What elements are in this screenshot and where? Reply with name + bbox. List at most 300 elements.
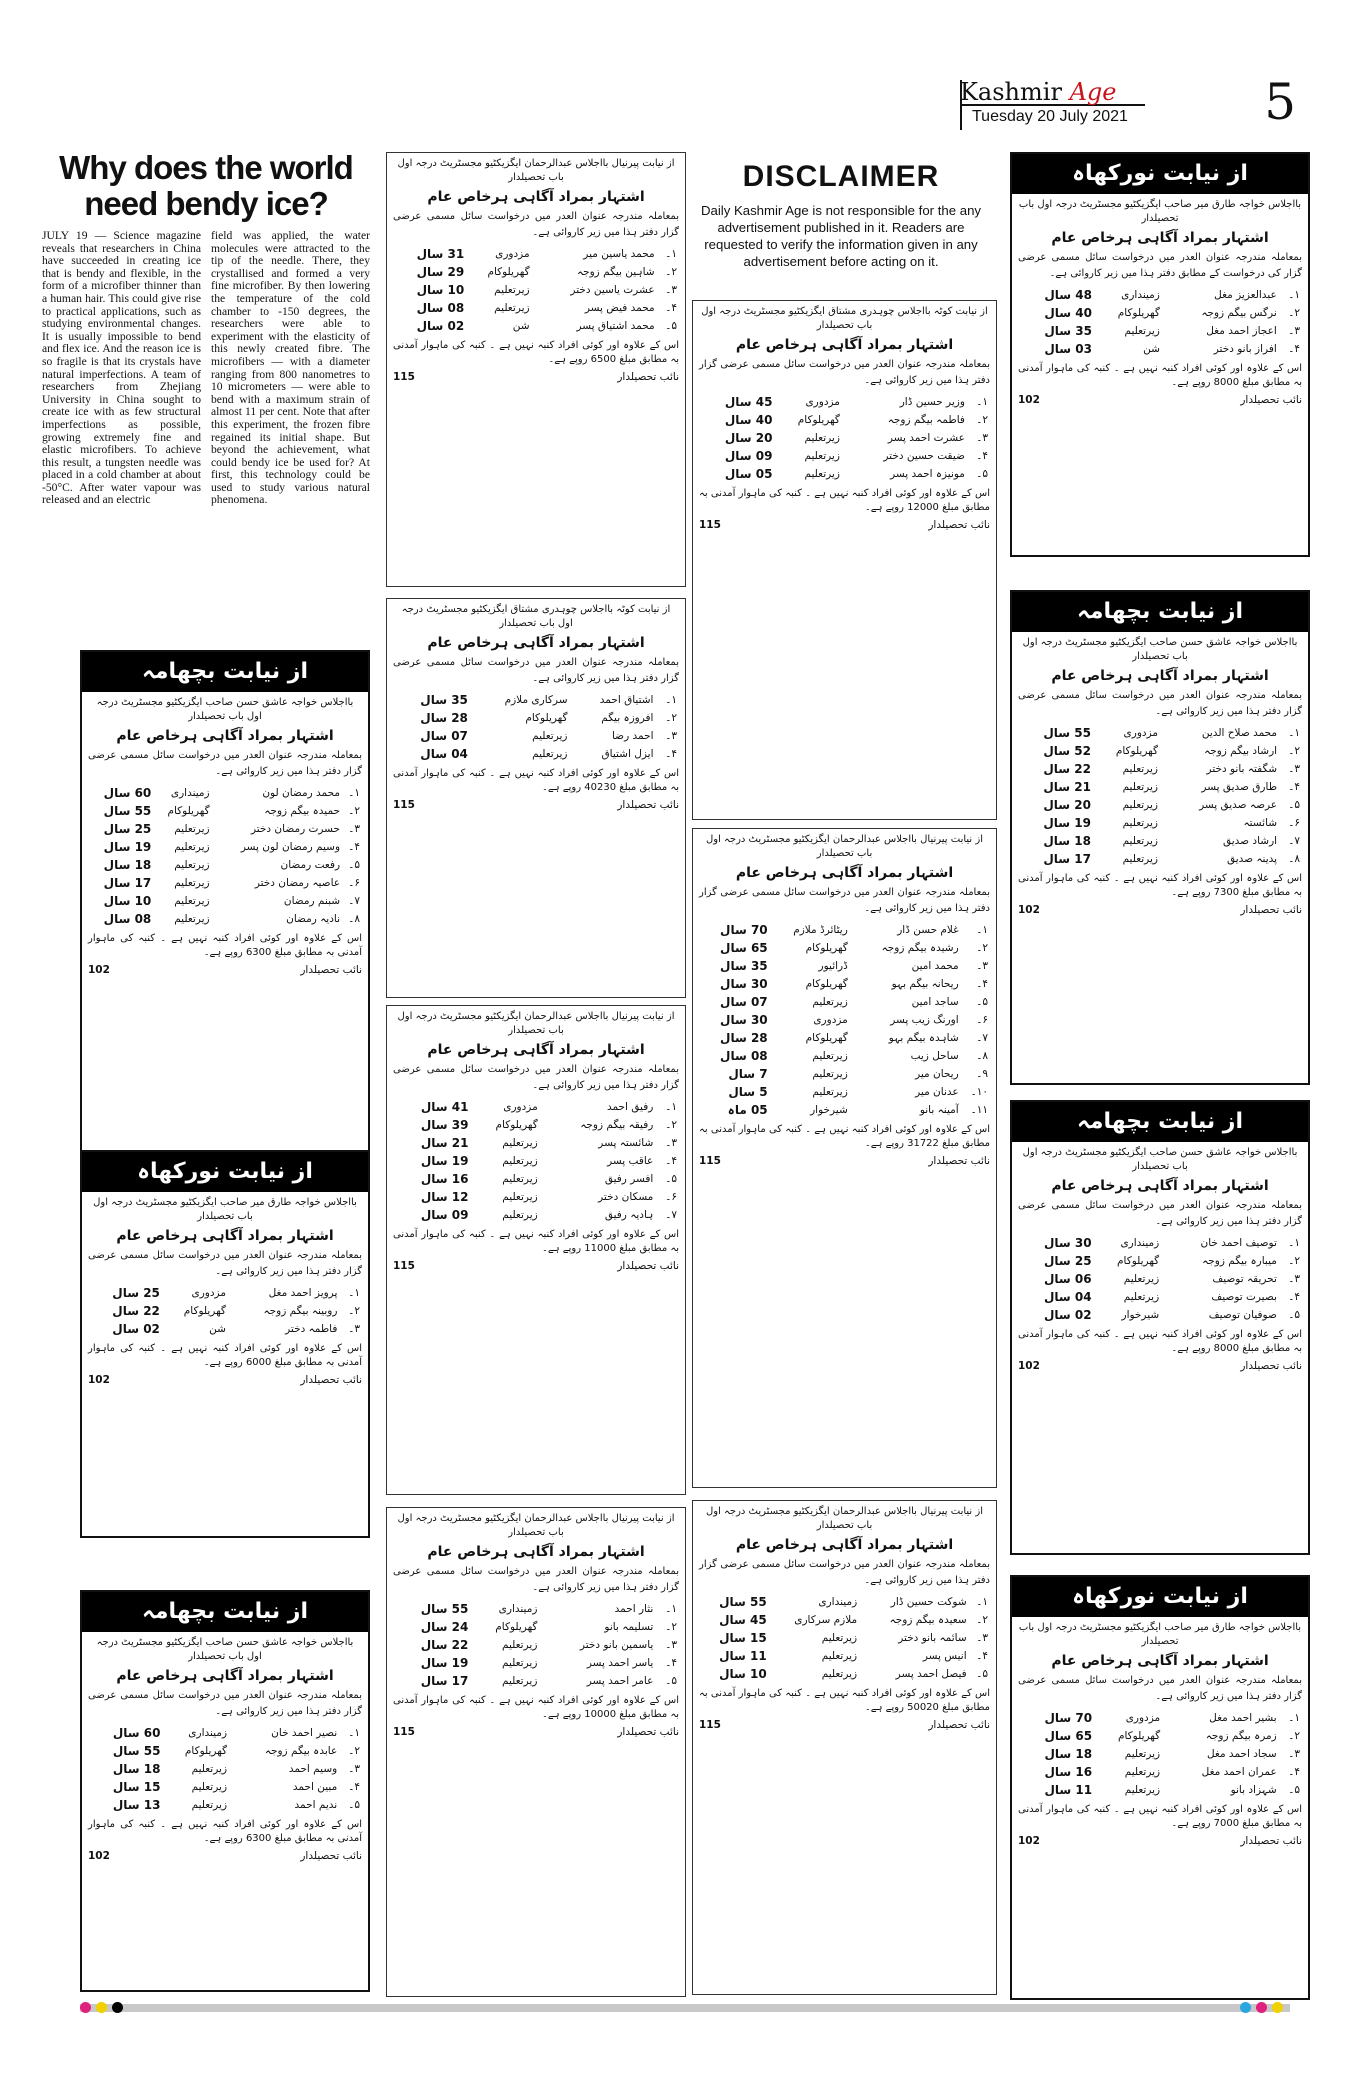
notice-n3 (1010, 1100, 1310, 1555)
table-row (88, 1302, 362, 1320)
notice-body: بمعاملہ مندرجہ عنوان العدر میں درخواست سائل مسمی عرضی گزار دفتر ہذا میں زیر کاروائی ہے۔ (1018, 690, 1302, 717)
table-cell: 09 سال (420, 1208, 469, 1222)
notice-body: بمعاملہ مندرجہ عنوان العدر میں درخواست سائل مسمی عرضی گزار دفتر ہذا میں زیر کاروائی ہے۔ (1018, 1675, 1302, 1702)
table-cell: 15 سال (719, 1631, 767, 1645)
table-cell: 17 سال (420, 1674, 469, 1688)
table-cell: 04 سال (420, 747, 468, 761)
table-cell: 30 سال (720, 977, 768, 991)
table-cell: زیرتعلیم (804, 432, 840, 444)
table-cell: 07 سال (720, 995, 768, 1009)
table-row (393, 1654, 679, 1672)
table-cell: شوکت حسین ڈار (890, 1596, 967, 1608)
table-cell: محمد یاسین میر (583, 248, 655, 260)
table-cell: 35 سال (420, 693, 468, 707)
disclaimer-title: DISCLAIMER (742, 160, 940, 193)
table-cell: 24 سال (420, 1620, 469, 1634)
table-cell: رشیدہ بیگم زوجہ (881, 942, 959, 954)
table-cell: گھریلوکام (487, 266, 530, 278)
notice-number: 102 (88, 1850, 110, 1862)
table-row (393, 709, 679, 727)
notice-n10 (386, 1005, 686, 1495)
notice-subtitle: اشتہار بمراد آگاہی ہرخاص عام (427, 1042, 645, 1058)
table-cell: سائمہ بانو دختر (898, 1632, 967, 1644)
table-cell: عشرت یاسین دختر (570, 284, 655, 296)
table-row (1018, 778, 1302, 796)
table-cell: گھریلوکام (805, 978, 848, 990)
table-cell: ۶۔ (665, 1191, 677, 1203)
registration-dot (1256, 2002, 1267, 2013)
table-row (88, 1742, 362, 1760)
family-table (1018, 724, 1302, 868)
table-cell: مزدوری (1125, 1712, 1161, 1724)
table-cell: افسر رفیق (604, 1173, 654, 1185)
table-cell: ۵۔ (348, 1799, 360, 1811)
table-cell: زمینداری (170, 787, 210, 799)
notice-footer: اس کے علاوہ اور کوئی افراد کنبہ نہیں ہے ۔ کنبہ کی ماہوار آمدنی بہ مطابق مبلغ 11000 روپے ہے۔ (393, 1229, 679, 1254)
table-row (1018, 1252, 1302, 1270)
table-cell: شائستہ (1243, 817, 1278, 829)
table-cell: محمد اشتیاق پسر (576, 320, 655, 332)
table-row (88, 910, 362, 928)
table-cell: غلام حسن ڈار (897, 924, 959, 936)
notice-number: 102 (1018, 904, 1040, 916)
table-cell: احمد رضا (611, 730, 654, 742)
table-cell: 22 سال (1043, 762, 1091, 776)
table-cell: تسلیمہ بانو (604, 1621, 654, 1633)
table-cell: زیرتعلیم (174, 823, 210, 835)
table-cell: ۱۱۔ (970, 1104, 988, 1116)
table-cell: عدنان میر (915, 1086, 959, 1098)
table-cell: گھریلوکام (1117, 1730, 1161, 1742)
notice-signatory: نائب تحصیلدار (300, 1850, 362, 1862)
table-cell: ۱۔ (1288, 1237, 1300, 1249)
table-cell: ۴۔ (1288, 781, 1300, 793)
notice-body: بمعاملہ مندرجہ عنوان العدر میں درخواست سائل مسمی عرضی گزار دفتر ہذا میں زیر کاروائی ہے۔ (699, 1559, 990, 1586)
notice-number: 102 (1018, 394, 1040, 406)
table-cell: 52 سال (1043, 744, 1091, 758)
table-row (1018, 1781, 1302, 1799)
table-cell: زیرتعلیم (191, 1763, 228, 1775)
table-row (393, 745, 679, 763)
family-table (88, 1724, 362, 1814)
notice-footer: اس کے علاوہ اور کوئی افراد کنبہ نہیں ہے ۔ کنبہ کی ماہوار آمدنی بہ مطابق مبلغ 7000 روپے ہے۔ (1018, 1804, 1302, 1829)
table-cell: زیرتعلیم (1124, 1784, 1161, 1796)
notice-footer: اس کے علاوہ اور کوئی افراد کنبہ نہیں ہے ۔ کنبہ کی ماہوار آمدنی بہ مطابق مبلغ 6300 روپے ہے۔ (88, 1819, 362, 1844)
table-cell: 17 سال (1043, 852, 1091, 866)
table-row (699, 393, 990, 411)
table-cell: ۵۔ (976, 1668, 988, 1680)
table-cell: رفعت رمضان (280, 859, 341, 871)
table-cell: 55 سال (112, 1744, 161, 1758)
table-cell: ہادیہ رفیق (604, 1209, 654, 1221)
table-cell: 25 سال (112, 1286, 160, 1300)
table-cell: اورنگ زیب پسر (890, 1014, 959, 1026)
table-cell: ۲۔ (665, 712, 677, 724)
table-cell: ۳۔ (348, 1763, 360, 1775)
table-cell: عامر احمد پسر (586, 1675, 654, 1687)
notice-subtitle: اشتہار بمراد آگاہی ہرخاص عام (735, 865, 954, 881)
table-cell: ۳۔ (1288, 763, 1300, 775)
table-cell: ۴۔ (1288, 1291, 1300, 1303)
table-cell: 45 سال (724, 395, 773, 409)
notice-n9 (386, 598, 686, 998)
notice-signatory: نائب تحصیلدار (1240, 1835, 1302, 1847)
table-cell: زمینداری (498, 1603, 538, 1615)
notice-intro: بااجلاس خواجہ عاشق حسن صاحب ایگزیکٹیو مجسٹریٹ درجہ اول باب تحصیلدار (96, 1637, 354, 1662)
notice-footer: اس کے علاوہ اور کوئی افراد کنبہ نہیں ہے ۔ کنبہ کی ماہوار آمدنی بہ مطابق مبلغ 31722 روپے ہے۔ (699, 1124, 990, 1149)
table-cell: 25 سال (103, 822, 152, 836)
table-row (393, 1206, 679, 1224)
article-title: Why does the world need bendy ice? (59, 149, 353, 222)
table-row (393, 1618, 679, 1636)
notice-body: بمعاملہ مندرجہ عنوان العدر میں درخواست سائل مسمی عرضی گزار دفتر ہذا میں زیر کاروائی ہے۔ (393, 1566, 679, 1593)
notice-n4 (1010, 1575, 1310, 2000)
table-cell: 18 سال (103, 858, 152, 872)
notice-signatory: نائب تحصیلدار (1240, 394, 1302, 406)
table-cell: ۱۔ (1288, 1712, 1300, 1724)
table-row (1018, 1745, 1302, 1763)
notice-body: بمعاملہ مندرجہ عنوان العدر میں درخواست سائل مسمی عرضی گزار دفتر ہذا میں زیر کاروائی ہے۔ (88, 1250, 362, 1277)
notice-signatory: نائب تحصیلدار (300, 964, 362, 976)
notice-body: بمعاملہ مندرجہ عنوان العدر میں درخواست سائل مسمی عرضی گزار دفتر ہذا میں زیر کاروائی ہے۔ (88, 1690, 362, 1717)
table-row (1018, 1234, 1302, 1252)
table-cell: ۷۔ (1288, 835, 1300, 847)
table-row (1018, 760, 1302, 778)
notice-intro: بااجلاس خواجہ طارق میر صاحب ایگزیکٹیو مجسٹریٹ درجہ اول باب تحصیلدار (93, 1197, 357, 1222)
table-cell: ۴۔ (976, 1650, 988, 1662)
table-cell: 30 سال (720, 1013, 768, 1027)
table-cell: ۱۔ (976, 396, 988, 408)
notice-signatory: نائب تحصیلدار (617, 371, 679, 383)
table-cell: زیرتعلیم (1123, 1273, 1160, 1285)
table-cell: نصیر احمد خان (271, 1727, 338, 1739)
registration-dot (80, 2002, 91, 2013)
table-row (393, 1116, 679, 1134)
family-table (699, 393, 990, 483)
family-table (393, 1600, 679, 1690)
table-cell: شن (1143, 343, 1160, 355)
table-cell: رفیق احمد (606, 1101, 654, 1113)
table-cell: 04 سال (1044, 1290, 1092, 1304)
table-row (1018, 340, 1302, 358)
table-cell: 22 سال (420, 1638, 469, 1652)
table-cell: ۱۰۔ (970, 1086, 988, 1098)
table-cell: مزدوری (191, 1287, 226, 1299)
table-row (88, 856, 362, 874)
notice-subtitle: اشتہار بمراد آگاہی ہرخاص عام (116, 1668, 334, 1684)
notice-intro: از نیابت پیرنیال بااجلاس عبدالرحمان ایگزیکٹیو مجسٹریٹ درجہ اول باب تحصیلدار (397, 1011, 675, 1036)
table-cell: گھریلوکام (805, 942, 848, 954)
table-cell: ۴۔ (1288, 1766, 1300, 1778)
notice-signatory: نائب تحصیلدار (1240, 904, 1302, 916)
table-cell: وسیم رمضان لون پسر (240, 841, 341, 853)
table-cell: مسکان دختر (598, 1191, 654, 1203)
table-cell: روبینہ بیگم زوجہ (263, 1305, 338, 1317)
article-bendy-ice (42, 150, 370, 507)
table-cell: ۹۔ (976, 1068, 988, 1080)
notice-signatory: نائب تحصیلدار (928, 1719, 990, 1731)
table-cell: 28 سال (720, 1031, 768, 1045)
notice-signatory: نائب تحصیلدار (617, 1726, 679, 1738)
table-cell: ۳۔ (1288, 325, 1300, 337)
notice-intro: از نیابت پیرنیال بااجلاس عبدالرحمان ایگزیکٹیو مجسٹریٹ درجہ اول باب تحصیلدار (706, 1506, 983, 1531)
table-cell: طارق صدیق پسر (1201, 781, 1278, 793)
family-table (699, 921, 990, 1119)
table-cell: عاصیہ رمضان دختر (254, 877, 341, 889)
family-table (1018, 286, 1302, 358)
table-cell: سرکاری ملازم (504, 694, 568, 706)
table-cell: ندیم احمد (294, 1799, 338, 1811)
table-cell: شن (512, 320, 530, 332)
table-cell: ۳۔ (348, 1323, 360, 1335)
table-cell: ۲۔ (665, 1119, 677, 1131)
table-cell: 09 سال (724, 449, 773, 463)
notice-subtitle: اشتہار بمراد آگاہی ہرخاص عام (427, 635, 645, 651)
table-row (699, 993, 990, 1011)
table-row (88, 1320, 362, 1338)
table-cell: عبدالعزیز مغل (1214, 289, 1277, 301)
table-cell: شن (209, 1323, 226, 1335)
table-cell: 02 سال (1044, 1308, 1092, 1322)
notice-subtitle: اشتہار بمراد آگاہی ہرخاص عام (427, 189, 645, 205)
table-cell: گھریلوکام (805, 1032, 848, 1044)
table-cell: 65 سال (1044, 1729, 1093, 1743)
notice-number: 102 (88, 1374, 110, 1386)
notice-number: 115 (393, 1726, 415, 1738)
table-cell: زیرتعلیم (1122, 817, 1158, 829)
table-row (393, 1636, 679, 1654)
table-cell: نرگس بیگم زوجہ (1201, 307, 1277, 319)
table-cell: زیرتعلیم (174, 877, 210, 889)
notice-body: بمعاملہ مندرجہ عنوان العدر میں درخواست سائل مسمی عرضی گزار دفتر ہذا میں زیر کاروائی ہے۔ (88, 750, 362, 777)
table-cell: عمران احمد مغل (1201, 1766, 1277, 1778)
notice-footer: اس کے علاوہ اور کوئی افراد کنبہ نہیں ہے ۔ کنبہ کی ماہوار آمدنی بہ مطابق مبلغ 6000 روپے ہے۔ (88, 1343, 362, 1368)
table-cell: شائستہ پسر (598, 1137, 654, 1149)
table-cell: شیرخوار (1121, 1309, 1160, 1321)
table-cell: زیرتعلیم (502, 1173, 538, 1185)
table-cell: نثار احمد (614, 1603, 654, 1615)
table-cell: ۵۔ (976, 996, 988, 1008)
table-row (699, 1665, 990, 1683)
notice-intro: از نیابت پیرنیال بااجلاس عبدالرحمان ایگزیکٹیو مجسٹریٹ درجہ اول باب تحصیلدار (397, 1513, 675, 1538)
table-cell: زیرتعلیم (502, 1191, 538, 1203)
table-cell: شگفتہ بانو دختر (1206, 763, 1278, 775)
notice-intro: از نیابت پیرنیال بااجلاس عبدالرحمان ایگزیکٹیو مجسٹریٹ درجہ اول باب تحصیلدار (706, 834, 983, 859)
registration-dot (1240, 2002, 1251, 2013)
table-cell: 30 سال (1044, 1236, 1092, 1250)
table-cell: شبنم رمضان (283, 895, 341, 907)
table-cell: 41 سال (420, 1100, 469, 1114)
table-cell: 11 سال (719, 1649, 767, 1663)
table-cell: ۴۔ (665, 302, 677, 314)
table-row (699, 1611, 990, 1629)
table-cell: ایزل اشتیاق (601, 748, 654, 760)
table-cell: زیرتعلیم (191, 1799, 228, 1811)
table-cell: محمد امین (911, 960, 959, 972)
table-cell: زیرتعلیم (812, 996, 848, 1008)
table-cell: شاہین بیگم زوجہ (576, 266, 655, 278)
table-cell: زمینداری (1120, 1237, 1160, 1249)
family-table (393, 245, 679, 335)
table-cell: ۴۔ (665, 748, 677, 760)
table-row (699, 1011, 990, 1029)
table-cell: ۲۔ (348, 805, 360, 817)
table-cell: ۱۔ (665, 1603, 677, 1615)
table-cell: ۱۔ (976, 924, 988, 936)
table-row (393, 245, 679, 263)
registration-dot (112, 2002, 123, 2013)
notice-signatory: نائب تحصیلدار (928, 1155, 990, 1167)
table-cell: ریٹائرڈ ملازم (793, 924, 848, 936)
table-row (699, 465, 990, 483)
table-cell: ۲۔ (348, 1745, 360, 1757)
table-cell: 70 سال (720, 923, 768, 937)
notice-n13 (692, 828, 997, 1488)
table-row (393, 1170, 679, 1188)
table-row (393, 281, 679, 299)
table-cell: 35 سال (1044, 324, 1092, 338)
notice-header: از نیابت بچھامہ (1012, 1102, 1308, 1142)
table-cell: ۵۔ (976, 468, 988, 480)
table-cell: ۷۔ (976, 1032, 988, 1044)
table-cell: زیرتعلیم (174, 859, 210, 871)
table-cell: زیرتعلیم (812, 1086, 848, 1098)
notice-number: 102 (88, 964, 110, 976)
notice-body: بمعاملہ مندرجہ عنوان العدر میں درخواست سائل مسمی عرضی گزار کی درخواست کے مطابق دفتر ہذا میں زیر کاروائی ہے۔ (1018, 252, 1302, 279)
table-cell: 10 سال (103, 894, 152, 908)
notice-footer: اس کے علاوہ اور کوئی افراد کنبہ نہیں ہے ۔ کنبہ کی ماہوار آمدنی بہ مطابق مبلغ 12000 روپے ہے۔ (699, 488, 990, 513)
table-cell: 19 سال (1043, 816, 1091, 830)
table-row (1018, 1288, 1302, 1306)
table-row (699, 1647, 990, 1665)
table-row (393, 1098, 679, 1116)
table-cell: عرصہ صدیق پسر (1199, 799, 1278, 811)
notice-number: 115 (393, 799, 415, 811)
notice-body: بمعاملہ مندرجہ عنوان العدر میں درخواست سائل مسمی عرضی گزار دفتر ہذا میں زیر کاروائی ہے۔ (393, 657, 679, 684)
table-cell: زیرتعلیم (1124, 1748, 1161, 1760)
table-cell: مونیزہ احمد پسر (890, 468, 965, 480)
table-cell: زیرتعلیم (494, 284, 530, 296)
registration-dot (96, 2002, 107, 2013)
table-cell: 19 سال (103, 840, 152, 854)
table-row (88, 784, 362, 802)
table-cell: زیرتعلیم (821, 1668, 858, 1680)
table-cell: ۴۔ (1288, 343, 1300, 355)
table-cell: ۳۔ (976, 960, 988, 972)
notice-header: از نیابت نورکھاہ (82, 1152, 368, 1192)
family-table (88, 784, 362, 928)
table-cell: بصیرت توصیف (1211, 1291, 1277, 1303)
notice-n11 (386, 1507, 686, 1997)
table-cell: وزیر حسین ڈار (899, 396, 965, 408)
table-cell: 29 سال (416, 265, 465, 279)
table-cell: مزدوری (813, 1014, 848, 1026)
table-cell: فیصل احمد پسر (895, 1668, 967, 1680)
table-cell: ۲۔ (1288, 1255, 1300, 1267)
table-cell: افراز بانو دختر (1213, 343, 1277, 355)
table-cell: حسرت رمضان دختر (250, 823, 341, 835)
table-row (699, 411, 990, 429)
table-cell: 05 ماہ (727, 1103, 768, 1117)
notice-header: از نیابت بچھامہ (82, 1592, 368, 1632)
notice-signatory: نائب تحصیلدار (617, 799, 679, 811)
notice-n1 (1010, 152, 1310, 557)
table-cell: زیرتعلیم (174, 913, 210, 925)
table-cell: ۵۔ (1288, 799, 1300, 811)
notice-header: از نیابت نورکھاہ (1012, 154, 1308, 194)
table-cell: ۲۔ (1288, 745, 1300, 757)
table-cell: ۱۔ (665, 248, 677, 260)
table-cell: یاسمین بانو دختر (579, 1639, 654, 1651)
table-cell: 15 سال (112, 1780, 161, 1794)
table-cell: شاہدہ بیگم بہو (888, 1032, 959, 1044)
table-cell: وسیم احمد (288, 1763, 338, 1775)
table-cell: 48 سال (1044, 288, 1092, 302)
table-cell: ۴۔ (976, 450, 988, 462)
table-cell: 7 سال (728, 1067, 768, 1081)
table-cell: فاطمہ دختر (285, 1323, 338, 1335)
table-cell: ۵۔ (665, 1675, 677, 1687)
notice-footer: اس کے علاوہ اور کوئی افراد کنبہ نہیں ہے ۔ کنبہ کی ماہوار آمدنی بہ مطابق مبلغ 8000 روپے ہے۔ (1018, 1329, 1302, 1354)
table-cell: عشرت احمد پسر (887, 432, 965, 444)
notice-n14 (692, 1500, 997, 1995)
table-row (699, 957, 990, 975)
table-cell: زیرتعلیم (804, 450, 840, 462)
notice-subtitle: اشتہار بمراد آگاہی ہرخاص عام (735, 1537, 954, 1553)
table-row (1018, 1306, 1302, 1324)
table-cell: ۲۔ (976, 942, 988, 954)
table-cell: ۸۔ (348, 913, 360, 925)
table-cell: ڈرائیور (818, 960, 848, 972)
table-row (699, 921, 990, 939)
table-cell: 40 سال (724, 413, 773, 427)
table-cell: زیرتعلیم (821, 1632, 858, 1644)
table-cell: 39 سال (420, 1118, 469, 1132)
notice-subtitle: اشتہار بمراد آگاہی ہرخاص عام (1051, 668, 1269, 684)
table-cell: عابدہ بیگم زوجہ (264, 1745, 338, 1757)
table-row (88, 820, 362, 838)
notice-subtitle: اشتہار بمراد آگاہی ہرخاص عام (1051, 1178, 1269, 1194)
table-row (88, 1778, 362, 1796)
table-row (699, 1083, 990, 1101)
table-cell: 07 سال (420, 729, 468, 743)
table-row (699, 1101, 990, 1119)
table-cell: 21 سال (420, 1136, 469, 1150)
table-cell: 60 سال (112, 1726, 161, 1740)
notice-intro: بااجلاس خواجہ عاشق حسن صاحب ایگزیکٹیو مجسٹریٹ درجہ اول باب تحصیلدار (96, 697, 354, 722)
table-cell: 02 سال (416, 319, 465, 333)
notice-body: بمعاملہ مندرجہ عنوان العدر میں درخواست سائل مسمی عرضی گزار دفتر ہذا میں زیر کاروائی ہے۔ (393, 211, 679, 238)
notice-intro: از نیابت کوٹہ بااجلاس چوہدری مشتاق ایگزیکٹیو مجسٹریٹ درجہ اول باب تحصیلدار (701, 306, 988, 331)
table-cell: زیرتعلیم (502, 1209, 538, 1221)
bottom-color-bar (80, 2004, 1290, 2012)
notice-body: بمعاملہ مندرجہ عنوان العدر میں درخواست سائل مسمی عرضی گزار دفتر ہذا میں زیر کاروائی ہے۔ (1018, 1200, 1302, 1227)
table-cell: مزدوری (495, 248, 530, 260)
table-cell: 05 سال (724, 467, 773, 481)
table-cell: 11 سال (1044, 1783, 1093, 1797)
table-row (1018, 304, 1302, 322)
table-row (393, 691, 679, 709)
table-row (88, 802, 362, 820)
table-cell: زیرتعلیم (1122, 853, 1158, 865)
table-cell: 60 سال (103, 786, 152, 800)
table-cell: ۱۔ (348, 1287, 360, 1299)
table-cell: محمد صلاح الدین (1201, 727, 1278, 739)
table-cell: ۶۔ (976, 1014, 988, 1026)
table-cell: گھریلوکام (495, 1119, 538, 1131)
table-cell: زمینداری (1121, 289, 1160, 301)
table-cell: زمرہ بیگم زوجہ (1205, 1730, 1277, 1742)
